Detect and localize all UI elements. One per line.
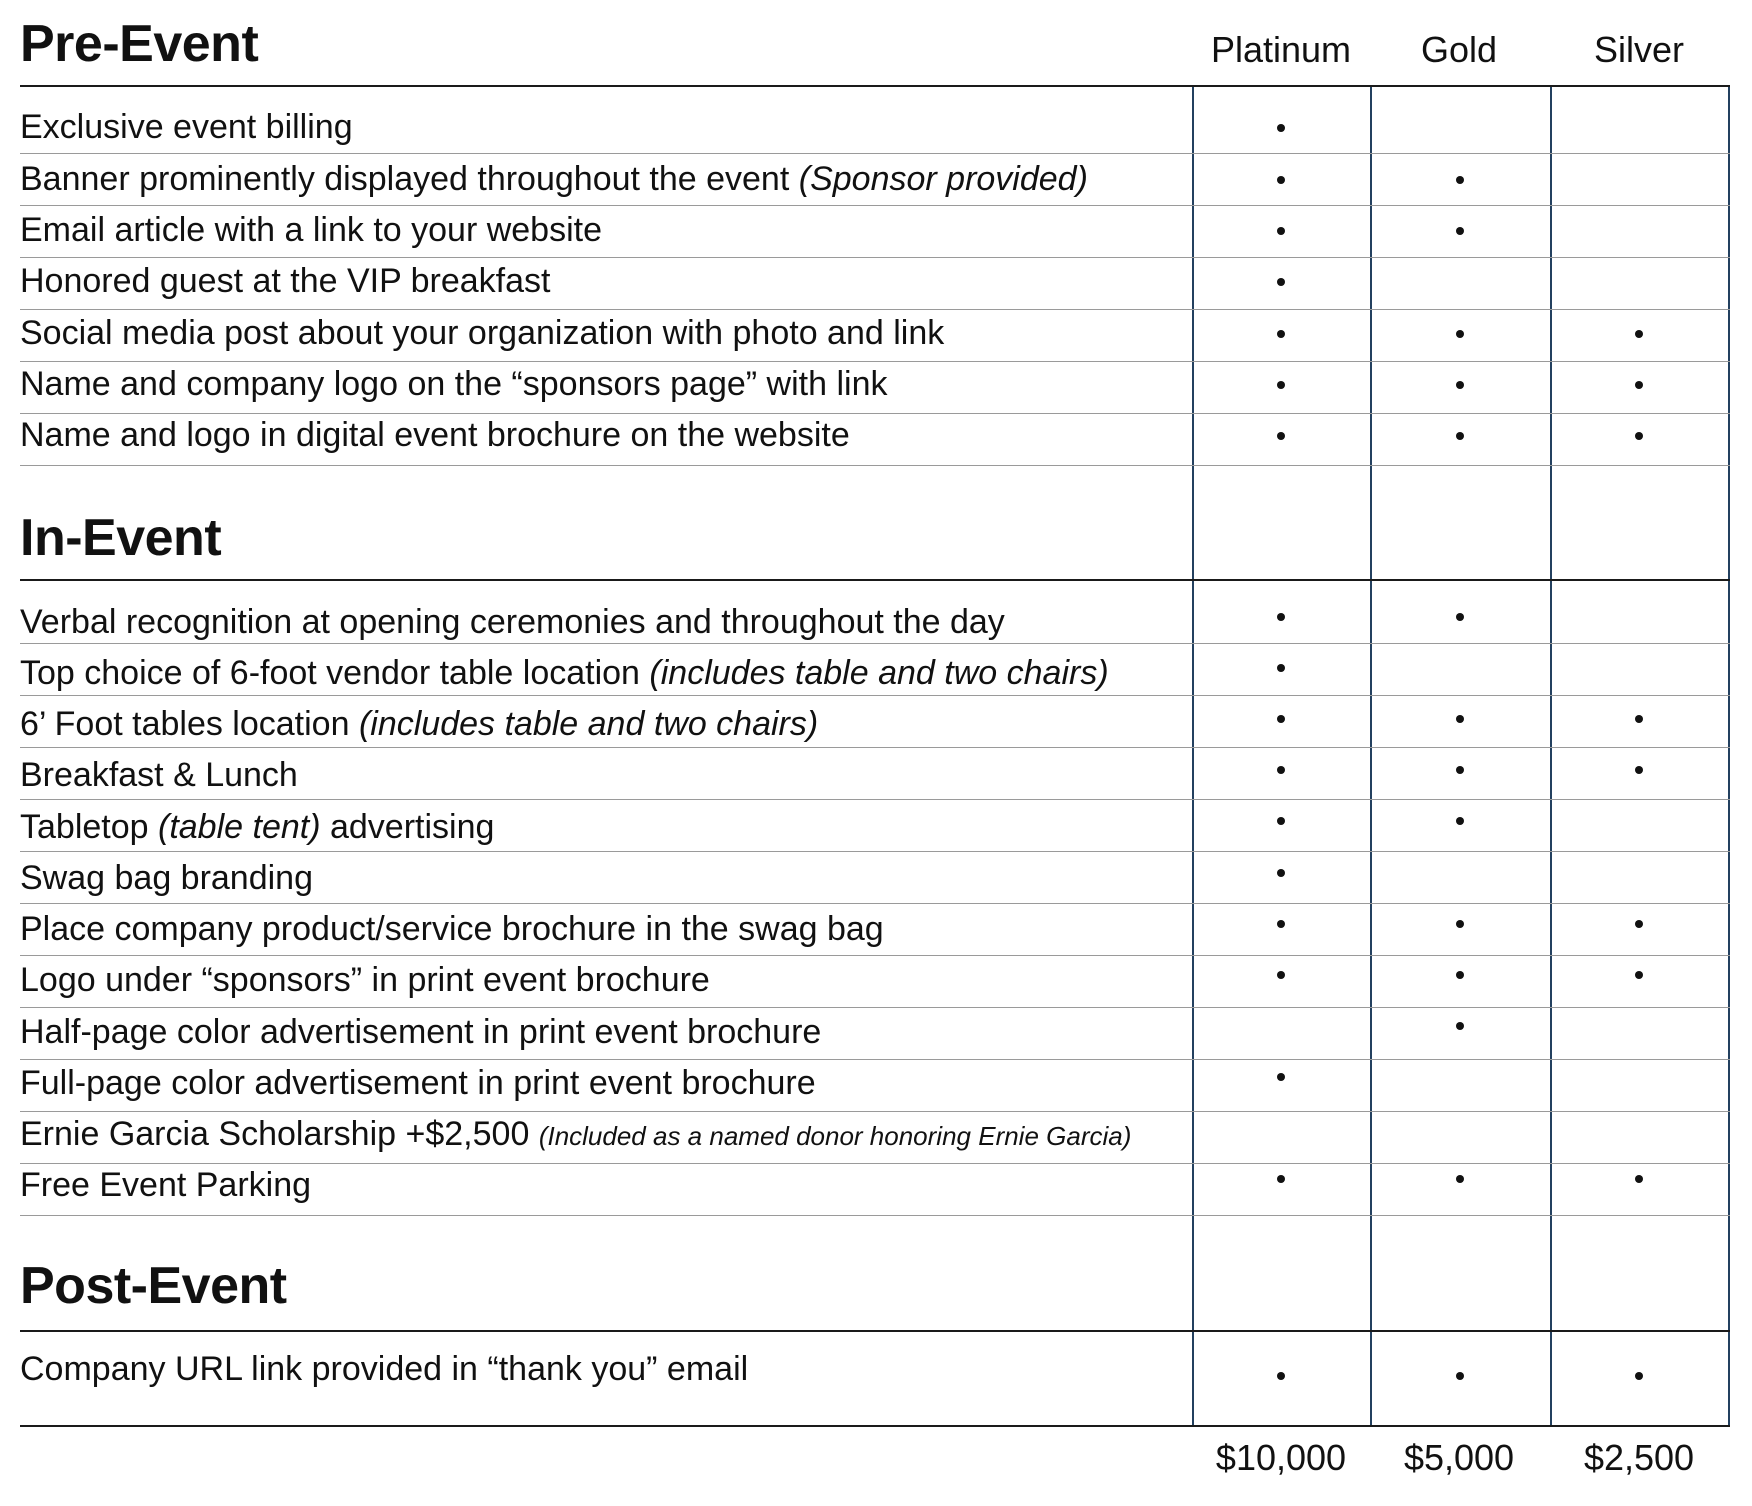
tier-included-dot [1635, 330, 1643, 338]
row-divider [20, 153, 1730, 154]
benefit-row-label: Name and logo in digital event brochure on the website [20, 416, 850, 454]
tier-included-dot [1635, 971, 1643, 979]
tier-included-dot [1635, 1175, 1643, 1183]
row-divider [20, 309, 1730, 310]
tier-included-dot [1456, 1022, 1464, 1030]
benefit-row-label: Name and company logo on the “sponsors page” with link [20, 365, 888, 403]
section-title-pre-event: Pre-Event [20, 15, 259, 73]
tier-included-dot [1277, 1073, 1285, 1081]
benefit-row-label: Place company product/service brochure in the swag bag [20, 910, 884, 948]
tier-included-dot [1277, 1372, 1285, 1380]
tier-header-platinum: Platinum [1210, 29, 1352, 70]
tier-included-dot [1277, 432, 1285, 440]
row-divider [20, 1007, 1730, 1008]
tier-included-dot [1456, 176, 1464, 184]
tier-included-dot [1277, 124, 1285, 132]
benefit-row-label: Swag bag branding [20, 859, 314, 897]
row-divider [20, 257, 1730, 258]
tier-included-dot [1456, 1372, 1464, 1380]
price-silver: $2,500 [1583, 1437, 1695, 1478]
row-divider [20, 413, 1730, 414]
section-title-post-event: Post-Event [20, 1257, 287, 1315]
tier-included-dot [1277, 971, 1285, 979]
table-bottom-rule [20, 1425, 1730, 1427]
row-divider [20, 465, 1730, 466]
tier-included-dot [1277, 664, 1285, 672]
benefit-row-label: Email article with a link to your website [20, 211, 603, 249]
row-divider [20, 205, 1730, 206]
tier-included-dot [1277, 1175, 1285, 1183]
benefit-row-label: Verbal recognition at opening ceremonies and throughout the day [20, 603, 1005, 641]
tier-included-dot [1456, 381, 1464, 389]
tier-included-dot [1277, 381, 1285, 389]
tier-included-dot [1277, 176, 1285, 184]
section-rule [20, 85, 1730, 87]
tier-header-gold: Gold [1420, 29, 1498, 70]
benefit-row-label: Banner prominently displayed throughout the event (Sponsor provided) [20, 160, 1088, 198]
price-gold: $5,000 [1403, 1437, 1515, 1478]
tier-included-dot [1456, 920, 1464, 928]
tier-included-dot [1635, 766, 1643, 774]
benefit-row-label: Tabletop (table tent) advertising [20, 808, 495, 846]
row-divider [20, 1111, 1730, 1112]
tier-included-dot [1635, 920, 1643, 928]
tier-included-dot [1277, 920, 1285, 928]
benefit-row-label: Exclusive event billing [20, 108, 353, 146]
tier-included-dot [1456, 613, 1464, 621]
tier-included-dot [1635, 381, 1643, 389]
tier-included-dot [1456, 817, 1464, 825]
tier-included-dot [1456, 432, 1464, 440]
tier-included-dot [1277, 278, 1285, 286]
row-divider [20, 903, 1730, 904]
row-divider [20, 695, 1730, 696]
section-title-in-event: In-Event [20, 509, 222, 567]
row-divider [20, 643, 1730, 644]
row-divider [20, 955, 1730, 956]
row-divider [20, 361, 1730, 362]
benefit-row-label: Company URL link provided in “thank you” email [20, 1350, 749, 1388]
tier-included-dot [1277, 330, 1285, 338]
tier-included-dot [1456, 715, 1464, 723]
benefit-row-label: Honored guest at the VIP breakfast [20, 262, 551, 300]
tier-included-dot [1635, 715, 1643, 723]
tier-included-dot [1456, 330, 1464, 338]
benefit-row-label: Top choice of 6-foot vendor table location (includes table and two chairs) [20, 654, 1109, 692]
row-divider [20, 747, 1730, 748]
column-divider [1550, 86, 1552, 1426]
tier-included-dot [1456, 1175, 1464, 1183]
benefit-row-label: Half-page color advertisement in print event brochure [20, 1013, 822, 1051]
benefit-row-label: Ernie Garcia Scholarship +$2,500 (Included as a named donor honoring Ernie Garcia) [20, 1115, 1132, 1153]
tier-included-dot [1635, 432, 1643, 440]
tier-included-dot [1277, 613, 1285, 621]
benefit-row-label: Breakfast & Lunch [20, 756, 298, 794]
benefit-row-label: Free Event Parking [20, 1166, 312, 1204]
column-divider [1728, 86, 1730, 1426]
column-divider [1192, 86, 1194, 1426]
section-rule [20, 579, 1730, 581]
benefit-row-label: Full-page color advertisement in print event brochure [20, 1064, 816, 1102]
column-divider [1370, 86, 1372, 1426]
tier-header-silver: Silver [1593, 29, 1685, 70]
tier-included-dot [1277, 817, 1285, 825]
row-divider [20, 1059, 1730, 1060]
benefit-row-label: 6’ Foot tables location (includes table and two chairs) [20, 705, 819, 743]
section-rule [20, 1330, 1730, 1332]
tier-included-dot [1456, 227, 1464, 235]
tier-included-dot [1635, 1372, 1643, 1380]
benefit-row-label: Logo under “sponsors” in print event brochure [20, 961, 710, 999]
benefit-row-label: Social media post about your organization with photo and link [20, 314, 945, 352]
tier-included-dot [1277, 227, 1285, 235]
tier-included-dot [1456, 971, 1464, 979]
row-divider [20, 1163, 1730, 1164]
tier-included-dot [1277, 869, 1285, 877]
price-platinum: $10,000 [1215, 1437, 1347, 1478]
tier-included-dot [1277, 715, 1285, 723]
row-divider [20, 1215, 1730, 1216]
tier-included-dot [1456, 766, 1464, 774]
row-divider [20, 799, 1730, 800]
tier-included-dot [1277, 766, 1285, 774]
row-divider [20, 851, 1730, 852]
